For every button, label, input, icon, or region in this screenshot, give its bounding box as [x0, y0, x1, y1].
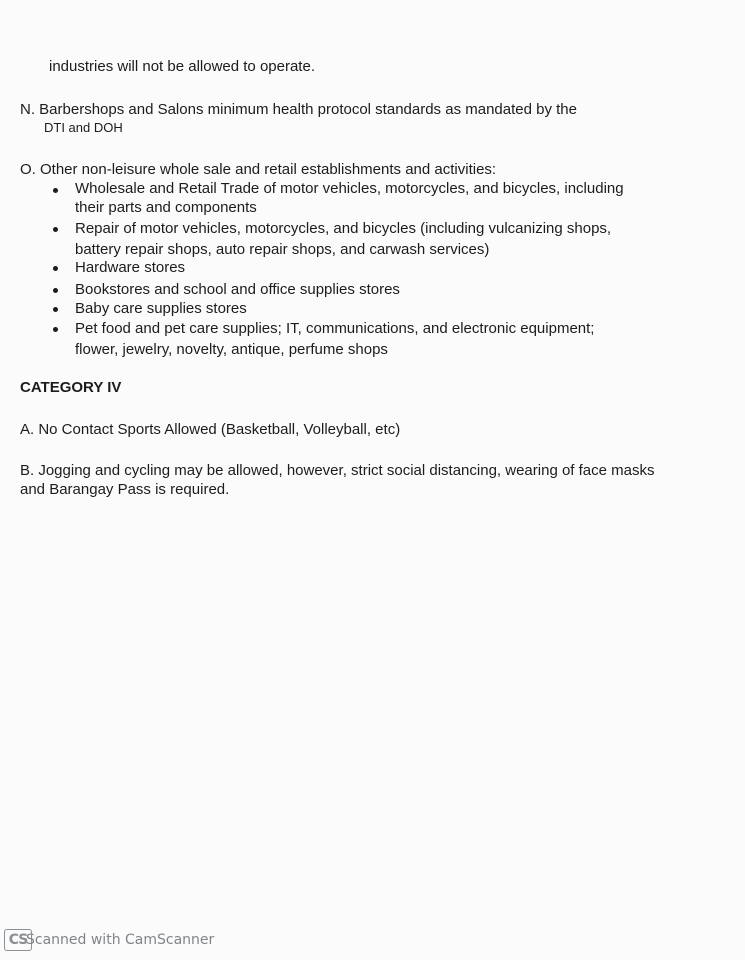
- bullet-6-line1: Pet food and pet care supplies; IT, communications, and electronic equipment;: [75, 320, 595, 337]
- bullet-2-line1: Repair of motor vehicles, motorcycles, and bicycles (including vulcanizing shops,: [75, 220, 612, 237]
- bullet-2-line2: battery repair shops, auto repair shops, and carwash services): [75, 241, 490, 258]
- bullet-dot: [53, 227, 58, 232]
- item-n-line2: DTI and DOH: [44, 120, 123, 135]
- category-iv-heading: CATEGORY IV: [20, 379, 122, 396]
- watermark-text: Scanned with CamScanner: [26, 932, 215, 948]
- intro-line: industries will not be allowed to operate.: [49, 58, 315, 75]
- bullet-dot: [53, 266, 58, 271]
- bullet-1-line2: their parts and components: [75, 199, 257, 216]
- item-o-heading: O. Other non-leisure whole sale and retail establishments and activities:: [20, 161, 497, 178]
- bullet-dot: [53, 288, 58, 293]
- bullet-1-line1: Wholesale and Retail Trade of motor vehicles, motorcycles, and bicycles, including: [75, 180, 624, 197]
- camscanner-logo-icon: CS: [4, 929, 32, 951]
- bullet-dot: [53, 188, 58, 193]
- camscanner-watermark: [4, 928, 214, 952]
- category-iv-item-b-line2: and Barangay Pass is required.: [20, 481, 230, 498]
- bullet-6-line2: flower, jewelry, novelty, antique, perfume shops: [75, 341, 388, 358]
- category-iv-item-b-line1: B. Jogging and cycling may be allowed, however, strict social distancing, wearing of face masks: [20, 462, 655, 479]
- bullet-dot: [53, 307, 58, 312]
- bullet-5-line1: Baby care supplies stores: [75, 300, 247, 317]
- category-iv-item-a: A. No Contact Sports Allowed (Basketball, Volleyball, etc): [20, 421, 401, 438]
- bullet-dot: [53, 327, 58, 332]
- bullet-4-line1: Bookstores and school and office supplies stores: [75, 281, 400, 298]
- bullet-3-line1: Hardware stores: [75, 259, 186, 276]
- item-n-line1: N. Barbershops and Salons minimum health protocol standards as mandated by the: [20, 101, 577, 118]
